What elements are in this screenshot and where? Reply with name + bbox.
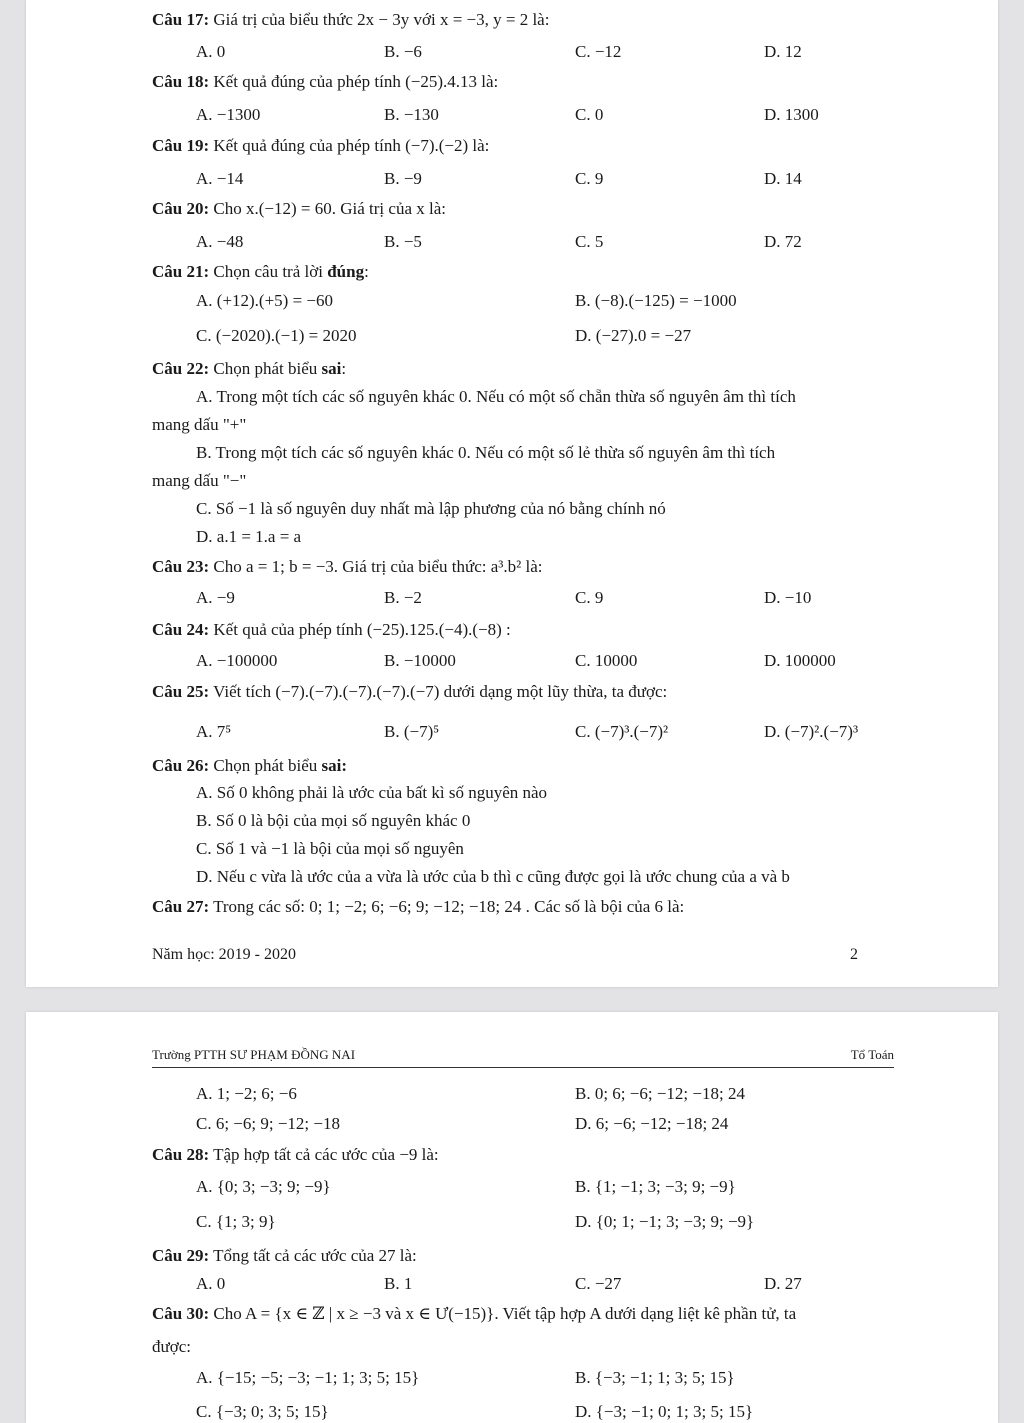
question-26: Câu 26: Chọn phát biểu sai:	[152, 756, 348, 775]
question-30-continuation: được:	[152, 1337, 191, 1356]
q30-answer-a: A. {−15; −5; −3; −1; 1; 3; 5; 15}	[196, 1368, 420, 1387]
question-25: Câu 25: Viết tích (−7).(−7).(−7).(−7).(−7) dưới dạng một lũy thừa, ta được:	[152, 682, 668, 701]
question-17: Câu 17: Giá trị của biểu thức 2x − 3y với x = −3, y = 2 là:	[152, 10, 550, 29]
question-29: Câu 29: Tổng tất cả các ước của 27 là:	[152, 1246, 417, 1265]
page-header	[152, 1047, 894, 1068]
q20-answer-a: A. −48	[196, 232, 244, 251]
q18-answer-c: C. 0	[575, 105, 604, 124]
q20-answer-d: D. 72	[764, 232, 802, 251]
question-23: Câu 23: Cho a = 1; b = −3. Giá trị của biểu thức: a³.b² là:	[152, 557, 543, 576]
question-18: Câu 18: Kết quả đúng của phép tính (−25).4.13 là:	[152, 72, 499, 91]
q24-answer-a: A. −100000	[196, 651, 278, 670]
q26-statement-b: B. Số 0 là bội của mọi số nguyên khác 0	[196, 811, 471, 830]
document-page-2	[26, 1012, 998, 1423]
q28-answer-b: B. {1; −1; 3; −3; 9; −9}	[575, 1177, 736, 1196]
question-28: Câu 28: Tập hợp tất cả các ước của −9 là:	[152, 1145, 439, 1164]
q28-answer-a: A. {0; 3; −3; 9; −9}	[196, 1177, 331, 1196]
q30-answer-b: B. {−3; −1; 1; 3; 5; 15}	[575, 1368, 735, 1387]
q26-statement-d: D. Nếu c vừa là ước của a vừa là ước của b thì c cũng được gọi là ước chung của a và b	[196, 867, 790, 886]
q19-answer-d: D. 14	[764, 169, 802, 188]
q17-answer-b: B. −6	[384, 42, 422, 61]
q22-statement-b: B. Trong một tích các số nguyên khác 0. Nếu có một số lẻ thừa số nguyên âm thì tích	[196, 443, 776, 462]
q17-answer-c: C. −12	[575, 42, 622, 61]
q23-answer-d: D. −10	[764, 588, 812, 607]
q30-answer-d: D. {−3; −1; 0; 1; 3; 5; 15}	[575, 1402, 754, 1421]
q25-answer-a: A. 7⁵	[196, 722, 232, 741]
q27-answer-d: D. 6; −6; −12; −18; 24	[575, 1114, 729, 1133]
q18-answer-a: A. −1300	[196, 105, 261, 124]
question-24: Câu 24: Kết quả của phép tính (−25).125.(−4).(−8) :	[152, 620, 511, 639]
header-department: Tổ Toán	[850, 1047, 894, 1062]
q27-answer-b: B. 0; 6; −6; −12; −18; 24	[575, 1084, 745, 1103]
q21-answer-b: B. (−8).(−125) = −1000	[575, 291, 737, 310]
q21-answer-c: C. (−2020).(−1) = 2020	[196, 326, 357, 345]
q29-answer-b: B. 1	[384, 1274, 413, 1293]
q20-answer-c: C. 5	[575, 232, 604, 251]
q19-answer-a: A. −14	[196, 169, 244, 188]
q28-answer-c: C. {1; 3; 9}	[196, 1212, 276, 1231]
q29-answer-d: D. 27	[764, 1274, 802, 1293]
q26-statement-c: C. Số 1 và −1 là bội của mọi số nguyên	[196, 839, 464, 858]
q22-statement-a-continuation: mang dấu "+"	[152, 415, 247, 434]
q28-answer-d: D. {0; 1; −1; 3; −3; 9; −9}	[575, 1212, 755, 1231]
q22-statement-a: A. Trong một tích các số nguyên khác 0. Nếu có một số chẵn thừa số nguyên âm thì tích	[196, 387, 796, 406]
q25-answer-b: B. (−7)⁵	[384, 722, 440, 741]
q30-answer-c: C. {−3; 0; 3; 5; 15}	[196, 1402, 329, 1421]
header-school-name: Trường PTTH SƯ PHẠM ĐỒNG NAI	[152, 1047, 356, 1062]
q24-answer-d: D. 100000	[764, 651, 836, 670]
q21-answer-d: D. (−27).0 = −27	[575, 326, 692, 345]
document-page-1	[26, 0, 998, 987]
q29-answer-c: C. −27	[575, 1274, 622, 1293]
question-20: Câu 20: Cho x.(−12) = 60. Giá trị của x là:	[152, 199, 446, 218]
q23-answer-c: C. 9	[575, 588, 604, 607]
q24-answer-b: B. −10000	[384, 651, 456, 670]
question-27: Câu 27: Trong các số: 0; 1; −2; 6; −6; 9; −12; −18; 24 . Các số là bội của 6 là:	[152, 897, 685, 916]
q23-answer-a: A. −9	[196, 588, 235, 607]
q26-statement-a: A. Số 0 không phải là ước của bất kì số nguyên nào	[196, 783, 548, 802]
question-30: Câu 30: Cho A = {x ∈ ℤ | x ≥ −3 và x ∈ Ư(−15)}. Viết tập hợp A dưới dạng liệt kê phần tử, ta	[152, 1304, 797, 1323]
q18-answer-d: D. 1300	[764, 105, 819, 124]
footer-page-number: 2	[850, 946, 858, 963]
q17-answer-a: A. 0	[196, 42, 226, 61]
q29-answer-a: A. 0	[196, 1274, 226, 1293]
q25-answer-c: C. (−7)³.(−7)²	[575, 722, 669, 741]
q19-answer-c: C. 9	[575, 169, 604, 188]
question-21: Câu 21: Chọn câu trả lời đúng:	[152, 262, 369, 281]
q27-answer-a: A. 1; −2; 6; −6	[196, 1084, 297, 1103]
q25-answer-d: D. (−7)².(−7)³	[764, 722, 859, 741]
q22-statement-d: D. a.1 = 1.a = a	[196, 527, 302, 546]
q18-answer-b: B. −130	[384, 105, 439, 124]
q17-answer-d: D. 12	[764, 42, 802, 61]
q19-answer-b: B. −9	[384, 169, 422, 188]
q20-answer-b: B. −5	[384, 232, 422, 251]
q27-answer-c: C. 6; −6; 9; −12; −18	[196, 1114, 340, 1133]
footer-school-year: Năm học: 2019 - 2020	[152, 946, 296, 963]
q24-answer-c: C. 10000	[575, 651, 638, 670]
q23-answer-b: B. −2	[384, 588, 422, 607]
q22-statement-c: C. Số −1 là số nguyên duy nhất mà lập phương của nó bằng chính nó	[196, 499, 666, 518]
q22-statement-b-continuation: mang dấu "−"	[152, 471, 247, 490]
question-19: Câu 19: Kết quả đúng của phép tính (−7).(−2) là:	[152, 136, 490, 155]
question-22: Câu 22: Chọn phát biểu sai:	[152, 359, 347, 378]
q21-answer-a: A. (+12).(+5) = −60	[196, 291, 334, 310]
